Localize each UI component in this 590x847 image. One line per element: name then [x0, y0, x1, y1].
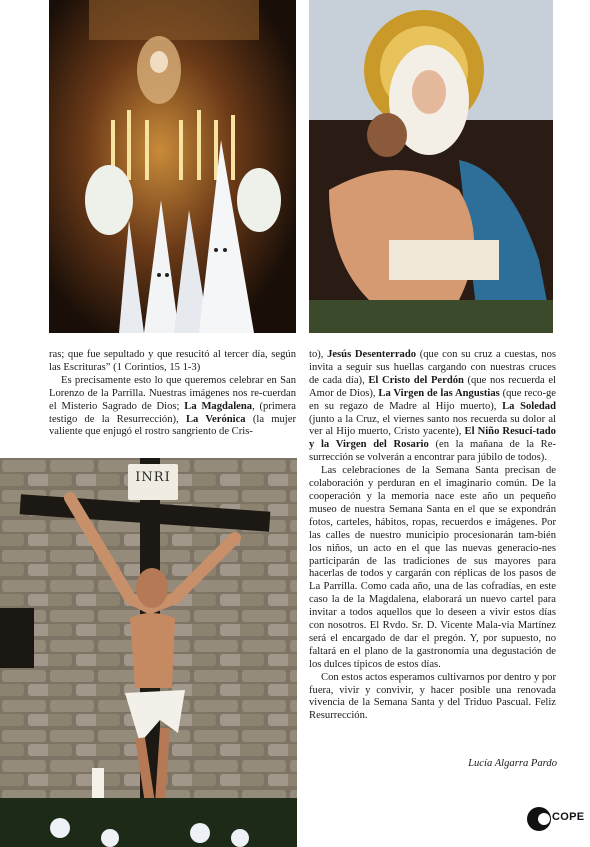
text-run: , (primera testigo de la Resurrección), [49, 400, 296, 425]
image-name: La Virgen de las Angustias [378, 387, 500, 399]
text-run: Es precisamente esto lo que queremos celebrar en San Lorenzo de la Parrilla. Nuestras imágenes nos re-cuerdan el Misterio Sagrado de Dios; [49, 374, 296, 412]
inri-label: INRI [135, 470, 171, 485]
text-run: (que nos recuerda el Amor de Dios), [309, 374, 556, 399]
article-right-column [309, 349, 556, 723]
pieta-photo [309, 0, 553, 333]
text-run: (que con su cruz a cuestas, nos invita a seguir sus huellas cargando con nuestras cruces de cada día), [309, 349, 556, 386]
paragraph [49, 349, 296, 375]
image-name: Jesús Desenterrado [327, 349, 417, 360]
text-run: (en la mañana de la Re-surrección se volverán a encontrar para júbilo de todos). [309, 439, 556, 464]
image-name: La Soledad [502, 400, 556, 412]
text-run: (junto a la Cruz, el viernes santo nos recuerda su dolor al ver al Hijo muerto, Cristo yacente), [309, 413, 556, 438]
image-name: El Cristo del Perdón [368, 374, 464, 386]
paragraph: Con estos actos esperamos cultivarnos por dentro y por fuera, vivir y convivir, y hacer posible una renovada vivencia de la Semana Santa y del Triduo Pascual. Feliz Resurrección. [309, 671, 556, 722]
text-run: (la mujer valiente que enjugó el rostro sangriento de Cris- [49, 413, 296, 438]
image-name-veronica: La Verónica [185, 413, 246, 425]
text-run: to), [309, 349, 328, 360]
text-run: (que reco-ge en su regazo de Madre al Hijo muerto), [309, 387, 556, 412]
paragraph [49, 375, 296, 440]
paragraph: Las celebraciones de la Semana Santa precisan de colaboración y perduran en el imaginario común. De la cooperación y la memoria nace este año un pequeño museo de nuestra Semana Santa en el que se expondrán fotos, carteles, hábitos, ropas, recuerdos e imágenes. Por las calles de nuestro municipio procesionarán tam-bién los niños, un acto en el que las nuevas generacio-nes participarán de las tradiciones de sus mayores para hacerlas de todos y cargarán con réplicas de los pasos de La Parrilla. Como cada año, una de las cofradías, en este caso la de la Magdalena, elaborará un nuevo cartel para invitar a todos aquellos que lo deseen a vivir estos días con nosotros. El Rvdo. Sr. D. Vicente Mala-via Martínez será el encargado de dar el pregón. Y, por supuesto, no faltará en el plano de la gastronomía una degustación de los dulces típicos de estos días. [309, 465, 556, 670]
article-left-column [49, 349, 296, 439]
image-name: El Niño Resuci-tado y la Virgen del Rosario [309, 426, 556, 451]
crucifix-photo [0, 458, 297, 847]
cope-logo-text: COPE [552, 811, 585, 823]
paragraph [309, 349, 556, 465]
image-name-magdalena: La Magdalena [184, 400, 253, 412]
text-run: ras; que fue sepultado y que resucitó al tercer día, según las Escrituras” (1 Corintios, 15 1-3) [49, 349, 296, 373]
procession-photo [49, 0, 296, 333]
author-signature: Lucía Algarra Pardo [468, 758, 557, 769]
